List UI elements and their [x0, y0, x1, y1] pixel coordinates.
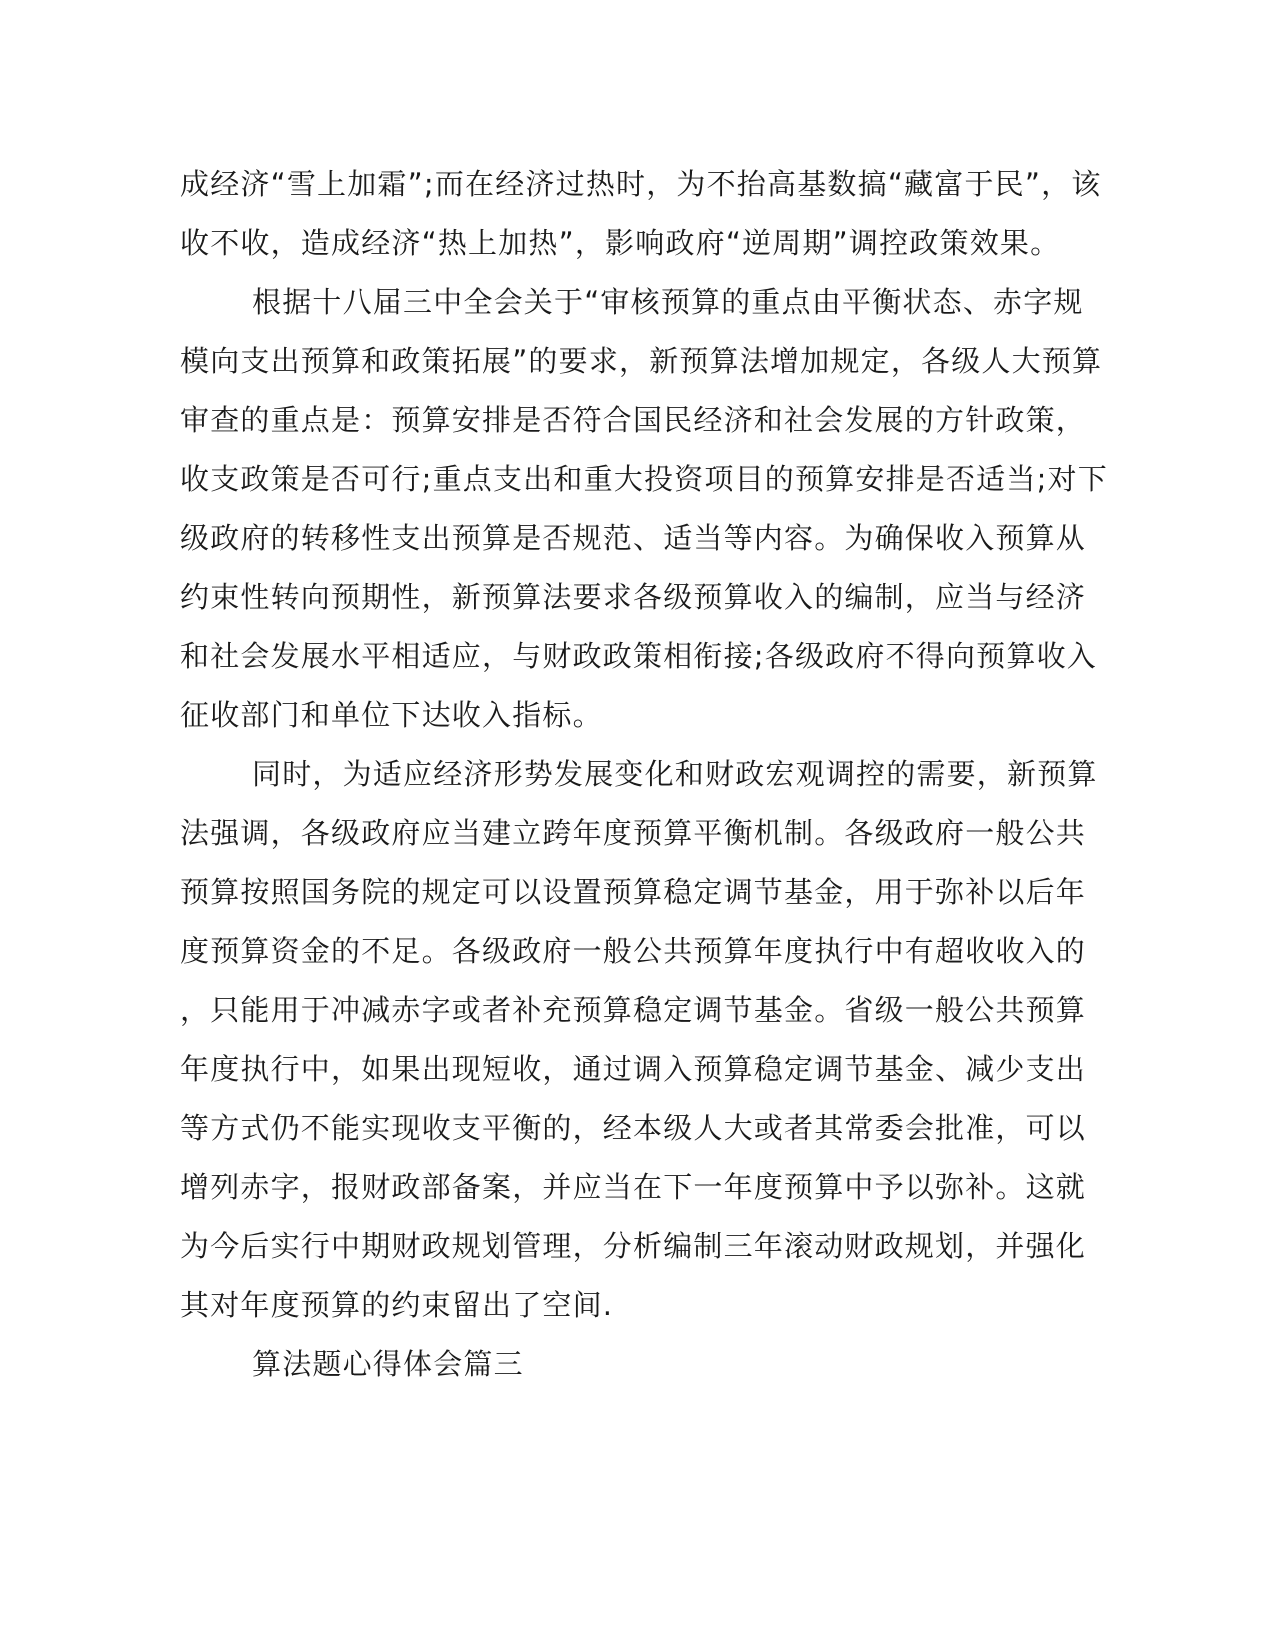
text-line: 等方式仍不能实现收支平衡的，经本级人大或者其常委会批准，可以 — [180, 1111, 1087, 1145]
section-heading: 算法题心得体会篇三 — [252, 1347, 524, 1381]
text-line: 收不收，造成经济“热上加热”，影响政府“逆周期”调控政策效果。 — [180, 226, 1061, 260]
text-line: 增列赤字，报财政部备案，并应当在下一年度预算中予以弥补。这就 — [180, 1170, 1087, 1204]
text-line: 收支政策是否可行;重点支出和重大投资项目的预算安排是否适当;对下 — [180, 462, 1108, 496]
text-line: 法强调，各级政府应当建立跨年度预算平衡机制。各级政府一般公共 — [180, 816, 1087, 850]
text-line: 其对年度预算的约束留出了空间. — [180, 1288, 614, 1322]
paragraph-start-line: 根据十八届三中全会关于“审核预算的重点由平衡状态、赤字规 — [252, 285, 1084, 319]
text-line: 预算按照国务院的规定可以设置预算稳定调节基金，用于弥补以后年 — [180, 875, 1087, 909]
text-line: 约束性转向预期性，新预算法要求各级预算收入的编制，应当与经济 — [180, 580, 1087, 614]
text-line: 征收部门和单位下达收入指标。 — [180, 698, 603, 732]
text-line: 和社会发展水平相适应，与财政政策相衔接;各级政府不得向预算收入 — [180, 639, 1097, 673]
text-line: ，只能用于冲减赤字或者补充预算稳定调节基金。省级一般公共预算 — [180, 993, 1087, 1027]
paragraph-start-line: 同时，为适应经济形势发展变化和财政宏观调控的需要，新预算 — [252, 757, 1098, 791]
text-line: 年度执行中，如果出现短收，通过调入预算稳定调节基金、减少支出 — [180, 1052, 1087, 1086]
text-line: 模向支出预算和政策拓展”的要求，新预算法增加规定，各级人大预算 — [180, 344, 1103, 378]
body-text — [180, 155, 1108, 1394]
text-line: 成经济“雪上加霜”;而在经济过热时，为不抬高基数搞“藏富于民”，该 — [180, 167, 1102, 201]
text-line: 为今后实行中期财政规划管理，分析编制三年滚动财政规划，并强化 — [180, 1229, 1087, 1263]
text-line: 级政府的转移性支出预算是否规范、适当等内容。为确保收入预算从 — [180, 521, 1087, 555]
text-line: 审查的重点是：预算安排是否符合国民经济和社会发展的方针政策， — [180, 403, 1087, 437]
text-line: 度预算资金的不足。各级政府一般公共预算年度执行中有超收收入的 — [180, 934, 1087, 968]
